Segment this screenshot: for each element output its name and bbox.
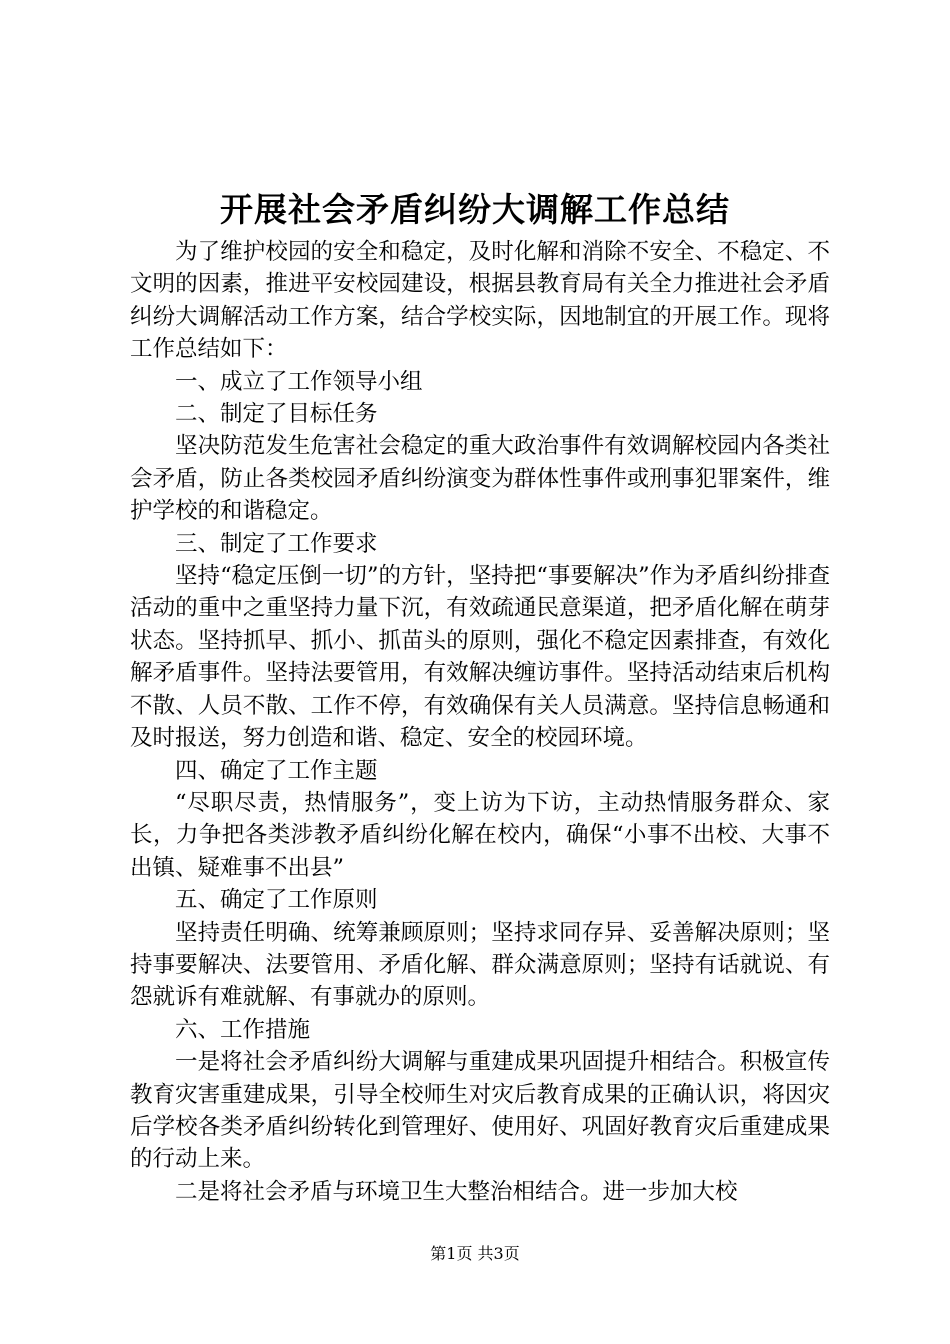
section-heading-1: 一、成立了工作领导小组 — [175, 368, 423, 395]
paragraph-intro: 为了维护校园的安全和稳定，及时化解和消除不安全、不稳定、不文明的因素，推进平安校园建设，根据县教育局有关全力推进社会矛盾纠纷大调解活动工作方案，结合学校实际，因地制宜的开展工作。现将工作总结如下： — [130, 239, 830, 363]
page-footer: 第1页 共3页 — [430, 1244, 520, 1263]
paragraph-principles: 坚持责任明确、统筹兼顾原则；坚持求同存异、妥善解决原则；坚持事要解决、法要管用、矛盾化解、群众满意原则；坚持有话就说、有怨就诉有难就解、有事就办的原则。 — [130, 919, 830, 1011]
section-heading-3: 三、制定了工作要求 — [175, 530, 378, 557]
paragraph-requirements: 坚持“稳定压倒一切”的方针，坚持把“事要解决”作为矛盾纠纷排查活动的重中之重坚持力量下沉，有效疏通民意渠道，把矛盾化解在萌芽状态。坚持抓早、抓小、抓苗头的原则，强化不稳定因素排查，有效化解矛盾事件。坚持法要管用，有效解决缠访事件。坚持活动结束后机构不散、人员不散、工作不停，有效确保有关人员满意。坚持信息畅通和及时报送，努力创造和谐、稳定、安全的校园环境。 — [130, 563, 830, 752]
paragraph-goals: 坚决防范发生危害社会稳定的重大政治事件有效调解校园内各类社会矛盾，防止各类校园矛盾纠纷演变为群体性事件或刑事犯罪案件，维护学校的和谐稳定。 — [130, 433, 830, 525]
section-heading-4: 四、确定了工作主题 — [175, 757, 378, 784]
paragraph-theme: “尽职尽责，热情服务”，变上访为下访，主动热情服务群众、家长，力争把各类涉教矛盾纠纷化解在校内，确保“小事不出校、大事不出镇、疑难事不出县” — [130, 789, 830, 881]
document-body — [130, 236, 830, 1208]
section-heading-2: 二、制定了目标任务 — [175, 401, 378, 428]
section-heading-5: 五、确定了工作原则 — [175, 887, 378, 914]
document-title: 开展社会矛盾纠纷大调解工作总结 — [220, 190, 730, 229]
section-heading-6: 六、工作措施 — [175, 1016, 311, 1043]
paragraph-measure-2: 二是将社会矛盾与环境卫生大整治相结合。进一步加大校 — [175, 1178, 738, 1205]
paragraph-measure-1: 一是将社会矛盾纠纷大调解与重建成果巩固提升相结合。积极宣传教育灾害重建成果，引导全校师生对灾后教育成果的正确认识，将因灾后学校各类矛盾纠纷转化到管理好、使用好、巩固好教育灾后重建成果的行动上来。 — [130, 1049, 830, 1173]
